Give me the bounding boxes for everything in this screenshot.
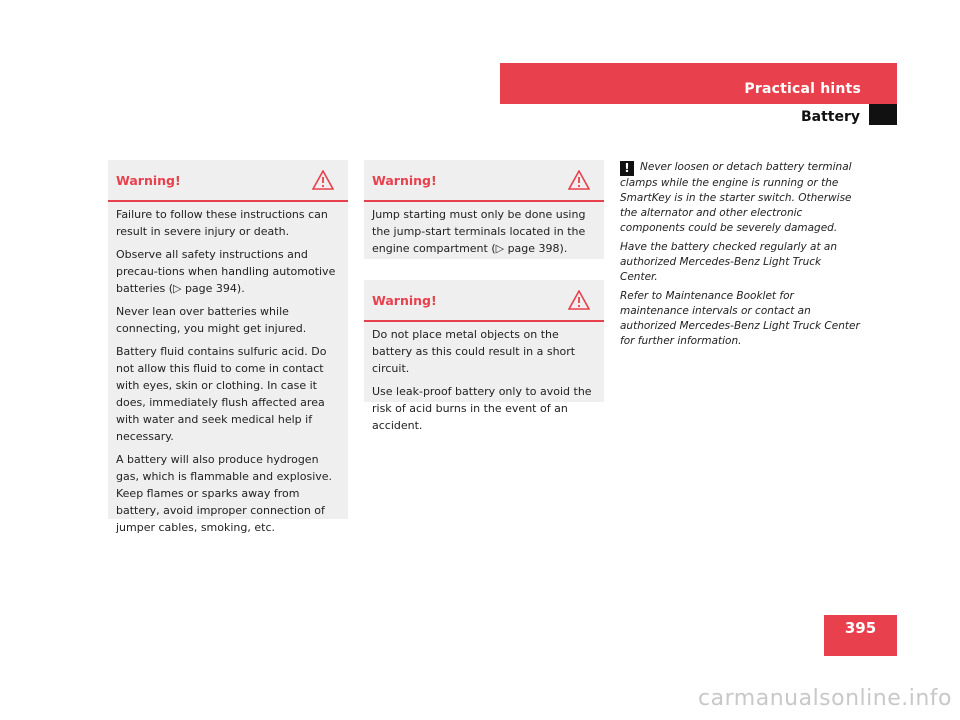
warning-header — [364, 280, 604, 322]
warning-box-jump-starting — [364, 160, 604, 259]
warning-box-short-circuit — [364, 280, 604, 432]
warning-paragraph: Battery fluid contains sulfuric acid. Do not allow this fluid to come in contact with eyes, skin or clothing. In case it does, immediately flush affected area with water and seek medical help if necessary. — [116, 345, 327, 443]
note-paragraph: Have the battery checked regularly at an authorized Mercedes-Benz Light Truck Center. — [620, 241, 837, 283]
subsection-title: Battery — [800, 109, 860, 125]
page-number: 395 — [844, 619, 877, 637]
warning-paragraph: Jump starting must only be done using the jump-start terminals located in the engine compartment (▷ page 398). — [372, 208, 586, 255]
section-tab-marker — [869, 104, 897, 125]
warning-header — [364, 160, 604, 202]
warning-paragraph: Observe all safety instructions and precau-tions when handling automotive batteries (▷ page 394). — [116, 248, 336, 295]
warning-box-battery-handling — [108, 160, 348, 534]
note-paragraph: Refer to Maintenance Booklet for maintenance intervals or contact an authorized Mercedes-Benz Light Truck Center for further information. — [620, 290, 860, 347]
warning-label: Warning! — [116, 173, 181, 188]
section-title: Practical hints — [744, 81, 861, 97]
warning-paragraph: Failure to follow these instructions can result in severe injury or death. — [116, 208, 328, 238]
note-text: Never loosen or detach battery terminal clamps while the engine is running or the SmartKey is in the starter switch. Otherwise the alternator and other electronic components could be severely damaged. — [620, 161, 852, 234]
note-paragraph — [620, 160, 862, 236]
warning-label: Warning! — [372, 293, 437, 308]
warning-body — [364, 322, 604, 446]
warning-paragraph: Do not place metal objects on the battery as this could result in a short circuit. — [372, 328, 576, 375]
caution-note — [620, 160, 862, 353]
exclamation-icon: ! — [620, 161, 634, 176]
warning-body — [108, 202, 348, 548]
watermark: carmanualsonline.info — [698, 686, 952, 711]
warning-paragraph: Use leak-proof battery only to avoid the risk of acid burns in the event of an accident. — [372, 385, 592, 432]
warning-header — [108, 160, 348, 202]
warning-label: Warning! — [372, 173, 437, 188]
warning-triangle-icon — [568, 290, 590, 310]
warning-triangle-icon — [312, 170, 334, 190]
warning-paragraph: A battery will also produce hydrogen gas, which is flammable and explosive. Keep flames or sparks away from battery, avoid improper connection of jumper cables, smoking, etc. — [116, 453, 333, 534]
warning-paragraph: Never lean over batteries while connecting, you might get injured. — [116, 305, 307, 335]
warning-body — [364, 202, 604, 269]
warning-triangle-icon — [568, 170, 590, 190]
page-number-box — [824, 615, 897, 656]
section-header-bar — [500, 63, 897, 104]
